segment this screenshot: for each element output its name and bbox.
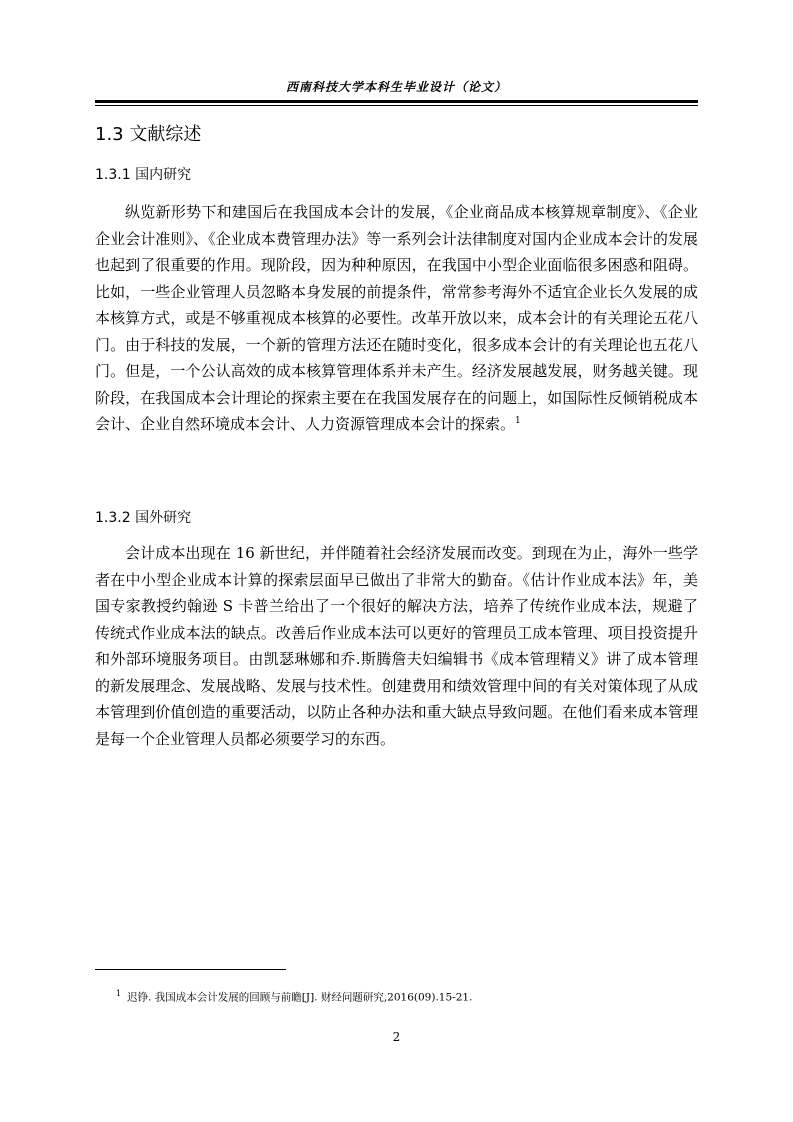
paragraph-domestic-research: [95, 199, 698, 438]
subsection-heading-domestic: 1.3.1 国内研究: [95, 167, 192, 183]
paragraph-foreign-research: [95, 540, 698, 752]
header-rule-thin: [95, 105, 698, 106]
footnote-text: 迟铮. 我国成本会计发展的回顾与前瞻[J]. 财经问题研究,2016(09).15-21.: [127, 991, 473, 1004]
subsection-heading-foreign: 1.3.2 国外研究: [95, 510, 192, 526]
running-header: 西南科技大学本科生毕业设计（论文）: [285, 80, 507, 94]
section-heading: 1.3 文献综述: [95, 124, 202, 145]
page-number: 2: [392, 1030, 401, 1044]
footnote-separator: [95, 969, 286, 970]
paragraph-domestic-text: 纵览新形势下和建国后在我国成本会计的发展，《企业商品成本核算规章制度》、《企业企业会计准则》、《企业成本费管理办法》等一系列会计法律制度对国内企业成本会计的发展也起到了很重要的作用。现阶段，因为种种原因，在我国中小型企业面临很多困惑和阻碍。比如，一些企业管理人员忽略本身发展的前提条件，常常参考海外不适宜企业长久发展的成本核算方式，或是不够重视成本核算的必要性。改革开放以来，成本会计的有关理论五花八门。由于科技的发展，一个新的管理方法还在随时变化，很多成本会计的有关理论也五花八门。但是，一个公认高效的成本核算管理体系并未产生。经济发展越发展，财务越关键。现阶段，在我国成本会计理论的探索主要在在我国发展存在的问题上，如国际性反倾销税成本会计、企业自然环境成本会计、人力资源管理成本会计的探索。: [95, 203, 698, 433]
paragraph-foreign-text: 会计成本出现在 16 新世纪，并伴随着社会经济发展而改变。到现在为止，海外一些学者在中小型企业成本计算的探索层面早已做出了非常大的勤奋。《估计作业成本法》年，美国专家教授约翰逊 S 卡普兰给出了一个很好的解决方法，培养了传统作业成本法，规避了传统式作业成本法的缺点。改善后作业成本法可以更好的管理员工成本管理、项目投资提升和外部环境服务项目。由凯瑟琳娜和乔.斯腾詹夫妇编辑书《成本管理精义》讲了成本管理的新发展理念、发展战略、发展与技术性。创建费用和绩效管理中间的有关对策体现了从成本管理到价值创造的重要活动，以防止各种办法和重大缺点导致问题。在他们看来成本管理是每一个企业管理人员都必须要学习的东西。: [95, 544, 698, 748]
footnote: [116, 989, 472, 1005]
footnote-reference: 1: [515, 416, 521, 426]
header-rule-thick: [95, 100, 698, 103]
footnote-mark: 1: [116, 989, 122, 998]
